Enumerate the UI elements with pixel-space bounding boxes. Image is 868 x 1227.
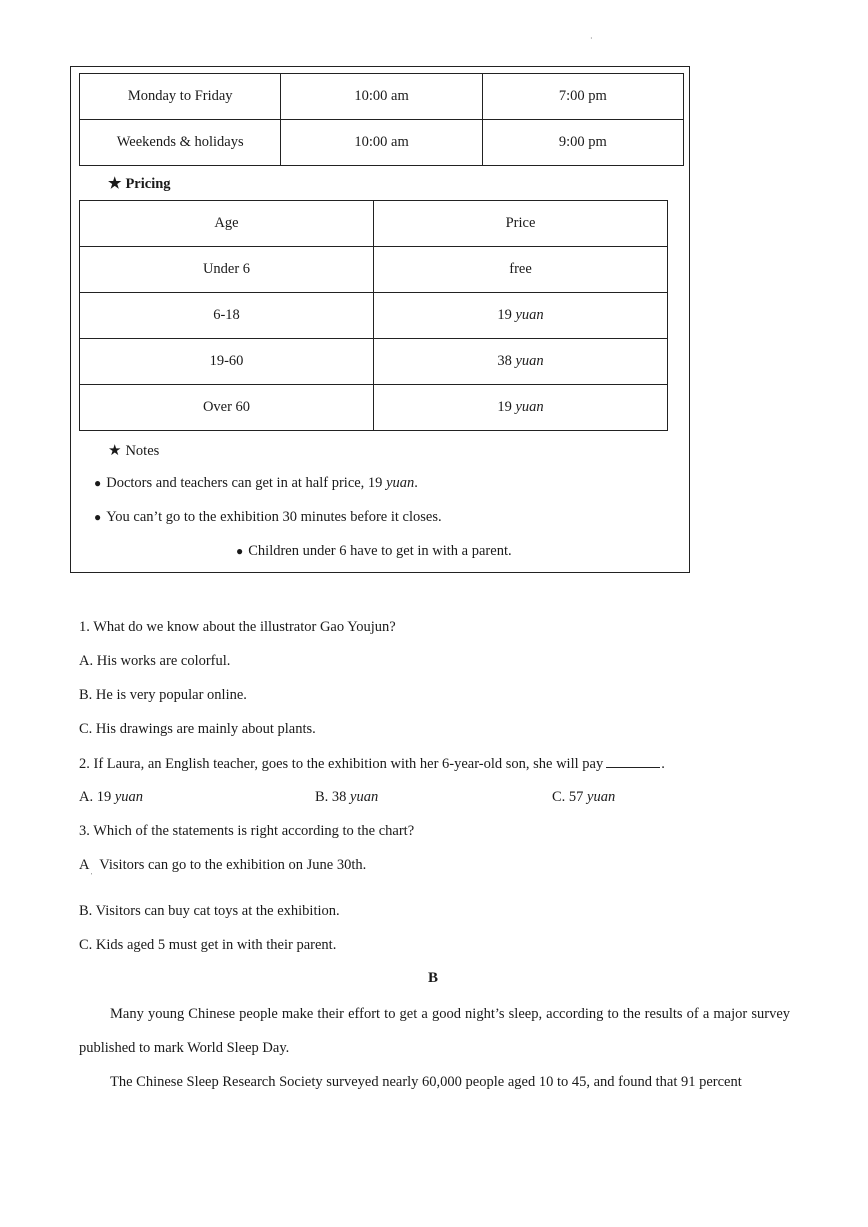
opening-hours-table (79, 73, 684, 166)
bullet-icon: ● (94, 476, 102, 490)
table-cell (374, 385, 668, 431)
note-item (94, 509, 442, 526)
table-cell: 7:00 pm (482, 74, 683, 120)
question-1-option-c: C. His drawings are mainly about plants. (79, 721, 316, 737)
price-value: 19 (497, 399, 512, 415)
table-cell: 10:00 am (281, 74, 482, 120)
table-cell (374, 339, 668, 385)
star-icon: ★ (108, 443, 122, 459)
table-cell: 10:00 am (281, 120, 482, 166)
table-cell: 6-18 (80, 293, 374, 339)
table-cell: 19-60 (80, 339, 374, 385)
question-3-option-c: C. Kids aged 5 must get in with their parent. (79, 937, 337, 953)
table-cell (374, 293, 668, 339)
question-2-options (79, 789, 639, 809)
price-value: 19 (497, 307, 512, 323)
table-cell: Monday to Friday (80, 74, 281, 120)
section-b-title: B (428, 970, 439, 986)
price-value: free (509, 261, 532, 277)
pricing-table (79, 200, 668, 431)
question-2-option-a (79, 789, 143, 806)
option-label: B. 38 (315, 789, 351, 805)
table-row (80, 74, 684, 120)
passage-paragraph (79, 997, 790, 1065)
price-unit: yuan (515, 353, 544, 369)
question-2-stem-text: 2. If Laura, an English teacher, goes to the exhibition with her 6-year-old son, she will pay (79, 756, 604, 772)
table-cell: Under 6 (80, 247, 374, 293)
notes-heading-label: Notes (125, 443, 160, 459)
note-italic: yuan (386, 475, 415, 491)
page-dot-mark: · (590, 34, 593, 43)
note-text: You can’t go to the exhibition 30 minutes before it closes. (106, 509, 442, 525)
question-3-option-a: A Visitors can go to the exhibition on June 30th. (79, 857, 367, 873)
note-tail: . (414, 475, 418, 491)
table-cell: Over 60 (80, 385, 374, 431)
question-3-stem: 3. Which of the statements is right according to the chart? (79, 823, 415, 839)
note-text: Doctors and teachers can get in at half price, 19 (106, 475, 387, 491)
question-2-option-b (315, 789, 378, 806)
question-3-option-b: B. Visitors can buy cat toys at the exhibition. (79, 903, 340, 919)
question-2-stem-end: . (661, 756, 665, 772)
question-1-stem: 1. What do we know about the illustrator Gao Youjun? (79, 619, 396, 635)
pricing-heading-label: Pricing (125, 176, 171, 192)
table-header-row (80, 201, 668, 247)
pricing-heading (108, 174, 171, 193)
question-1-option-b: B. He is very popular online. (79, 687, 247, 703)
note-item (236, 543, 512, 560)
option-label: C. 57 (552, 789, 588, 805)
question-2-option-c (552, 789, 615, 806)
price-value: 38 (497, 353, 512, 369)
option-unit: yuan (350, 789, 379, 805)
passage-paragraph (79, 1065, 790, 1099)
table-row (80, 247, 668, 293)
paragraph-text: Many young Chinese people make their effort to get a good night’s sleep, according to the results of a major survey published to mark World Sleep Day. (79, 1006, 790, 1056)
table-header-cell: Price (374, 201, 668, 247)
question-1-option-a: A. His works are colorful. (79, 653, 231, 669)
price-unit: yuan (515, 307, 544, 323)
price-unit: yuan (515, 399, 544, 415)
option-unit: yuan (587, 789, 616, 805)
table-row (80, 120, 684, 166)
note-item (94, 475, 418, 492)
notes-heading (108, 441, 159, 460)
table-cell: Weekends & holidays (80, 120, 281, 166)
bullet-icon: ● (94, 510, 102, 524)
question-2-stem (79, 755, 665, 773)
table-row (80, 385, 668, 431)
table-row (80, 293, 668, 339)
paragraph-text: The Chinese Sleep Research Society surveyed nearly 60,000 people aged 10 to 45, and found that 91 percent (110, 1074, 742, 1090)
note-text: Children under 6 have to get in with a parent. (248, 543, 512, 559)
answer-blank (606, 755, 660, 768)
bullet-icon: ● (236, 544, 244, 558)
star-icon: ★ (108, 176, 122, 192)
stray-tick-mark: ' (91, 872, 93, 880)
table-cell (374, 247, 668, 293)
option-label: A. 19 (79, 789, 115, 805)
table-cell: 9:00 pm (482, 120, 683, 166)
table-row (80, 339, 668, 385)
option-unit: yuan (114, 789, 144, 805)
table-header-cell: Age (80, 201, 374, 247)
